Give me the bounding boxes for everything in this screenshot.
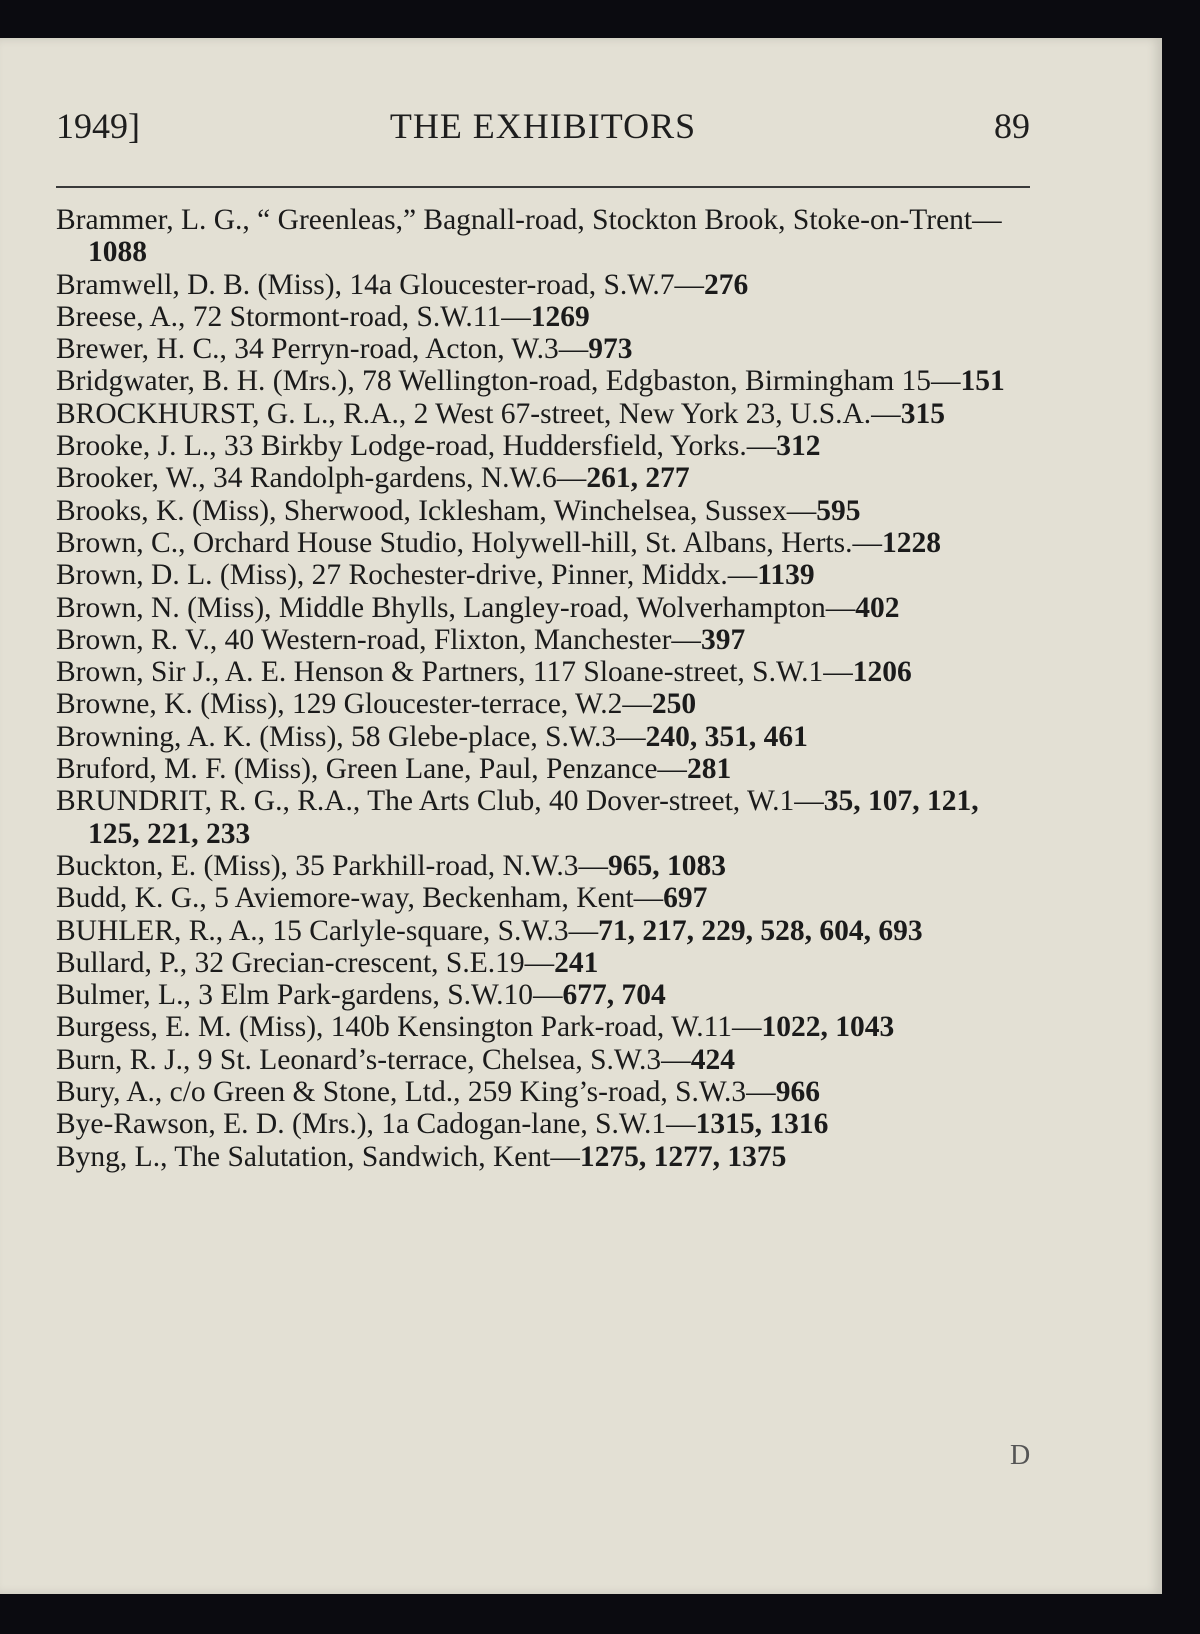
entry-exhibit-numbers: 424 (690, 1043, 735, 1076)
list-item (56, 721, 1034, 753)
entry-address: Brammer, L. G., “ Greenleas,” Bagnall-road, Stockton Brook, Stoke-on-Trent— (56, 204, 1002, 236)
list-item (56, 592, 1034, 624)
entry-address: Burn, R. J., 9 St. Leonard’s-terrace, Chelsea, S.W.3— (56, 1043, 691, 1076)
entry-exhibit-numbers: 315 (900, 397, 945, 430)
header-year: 1949] (56, 106, 140, 146)
entry-exhibit-numbers: 1269 (530, 300, 590, 333)
entry-address: Breese, A., 72 Stormont-road, S.W.11— (56, 300, 531, 333)
list-item (56, 785, 1034, 850)
entry-address: Brown, D. L. (Miss), 27 Rochester-drive, Pinner, Middx.— (56, 559, 758, 592)
entry-exhibit-numbers: 973 (588, 333, 633, 366)
entry-exhibit-numbers: 312 (776, 430, 821, 463)
running-header (56, 96, 1030, 156)
entry-address: Burgess, E. M. (Miss), 140b Kensington Park-road, W.11— (56, 1011, 762, 1044)
entry-address: Bruford, M. F. (Miss), Green Lane, Paul, Penzance— (56, 753, 687, 786)
list-item (56, 915, 1034, 947)
entry-address: Bramwell, D. B. (Miss), 14a Gloucester-road, S.W.7— (56, 268, 705, 301)
entry-exhibit-numbers: 1315, 1316 (695, 1108, 829, 1141)
list-item (56, 688, 1034, 720)
entry-exhibit-numbers: 1228 (881, 526, 941, 559)
list-item (56, 559, 1034, 591)
entry-address: Bury, A., c/o Green & Stone, Ltd., 259 King’s-road, S.W.3— (56, 1076, 776, 1109)
header-title: THE EXHIBITORS (389, 106, 697, 146)
entry-exhibit-numbers: 151 (960, 365, 1005, 398)
list-item (56, 204, 1034, 269)
list-item (56, 430, 1034, 462)
entry-address: Byng, L., The Salutation, Sandwich, Kent— (56, 1140, 580, 1173)
list-item (56, 656, 1034, 688)
entry-address: Budd, K. G., 5 Aviemore-way, Beckenham, Kent— (56, 882, 664, 915)
entry-address: Brown, Sir J., A. E. Henson & Partners, 117 Sloane-street, S.W.1— (56, 656, 853, 689)
entry-address: BROCKHURST, G. L., R.A., 2 West 67-street, New York 23, U.S.A.— (56, 397, 901, 430)
entry-address: Browning, A. K. (Miss), 58 Glebe-place, S.W.3— (56, 720, 646, 753)
entry-exhibit-numbers: 240, 351, 461 (645, 720, 808, 753)
list-item (56, 269, 1034, 301)
list-item (56, 333, 1034, 365)
entry-exhibit-numbers: 402 (855, 591, 900, 624)
entry-exhibit-numbers: 1275, 1277, 1375 (579, 1140, 787, 1173)
list-item (56, 753, 1034, 785)
list-item (56, 527, 1034, 559)
list-item (56, 495, 1034, 527)
list-item (56, 1108, 1034, 1140)
list-item (56, 1076, 1034, 1108)
entry-exhibit-numbers: 71, 217, 229, 528, 604, 693 (598, 914, 923, 947)
entry-address: Browne, K. (Miss), 129 Gloucester-terrace, W.2— (56, 688, 652, 721)
entry-address: Brown, C., Orchard House Studio, Holywell-hill, St. Albans, Herts.— (56, 526, 882, 559)
list-item (56, 301, 1034, 333)
entry-address: Brooke, J. L., 33 Birkby Lodge-road, Huddersfield, Yorks.— (56, 430, 777, 463)
list-item (56, 882, 1034, 914)
entry-exhibit-numbers: 697 (663, 882, 708, 915)
list-item (56, 462, 1034, 494)
list-item (56, 1011, 1034, 1043)
entry-address: Buckton, E. (Miss), 35 Parkhill-road, N.W.3— (56, 849, 608, 882)
entry-address: BRUNDRIT, R. G., R.A., The Arts Club, 40 Dover-street, W.1— (56, 785, 824, 818)
entry-exhibit-numbers: 965, 1083 (608, 849, 726, 882)
entry-exhibit-numbers: 276 (704, 268, 749, 301)
list-item (56, 850, 1034, 882)
entry-exhibit-numbers: 1022, 1043 (761, 1011, 895, 1044)
list-item (56, 947, 1034, 979)
entry-exhibit-numbers: 1206 (852, 656, 912, 689)
list-item (56, 979, 1034, 1011)
entry-address: Brown, N. (Miss), Middle Bhylls, Langley-road, Wolverhampton— (56, 591, 856, 624)
entry-address: Brewer, H. C., 34 Perryn-road, Acton, W.3— (56, 333, 589, 366)
entry-address: Bye-Rawson, E. D. (Mrs.), 1a Cadogan-lane, S.W.1— (56, 1108, 696, 1141)
entry-exhibit-numbers: 241 (554, 946, 599, 979)
list-item (56, 1044, 1034, 1076)
entry-address: Bridgwater, B. H. (Mrs.), 78 Wellington-road, Edgbaston, Birmingham 15— (56, 365, 961, 398)
entry-address: Brown, R. V., 40 Western-road, Flixton, Manchester— (56, 623, 701, 656)
entry-exhibit-numbers: 966 (775, 1076, 820, 1109)
entry-exhibit-numbers: 397 (700, 623, 746, 656)
entry-address: Bulmer, L., 3 Elm Park-gardens, S.W.10— (56, 979, 563, 1012)
entry-exhibit-numbers: 35, 107, 121, 125, 221, 233 (88, 785, 979, 850)
list-item (56, 365, 1034, 397)
list-item (56, 398, 1034, 430)
entry-exhibit-numbers: 250 (651, 688, 697, 721)
header-rule (56, 186, 1030, 188)
exhibitor-list (56, 204, 1034, 1173)
entry-address: Brooker, W., 34 Randolph-gardens, N.W.6— (56, 462, 587, 495)
page-number: 89 (994, 106, 1030, 146)
entry-exhibit-numbers: 595 (816, 494, 861, 527)
entry-exhibit-numbers: 281 (686, 753, 732, 786)
list-item (56, 1141, 1034, 1173)
signature-mark: D (1010, 1440, 1031, 1471)
entry-exhibit-numbers: 1139 (757, 559, 815, 592)
entry-address: Bullard, P., 32 Grecian-crescent, S.E.19— (56, 946, 555, 979)
entry-exhibit-numbers: 261, 277 (586, 462, 690, 495)
entry-exhibit-numbers: 1088 (88, 236, 147, 269)
entry-exhibit-numbers: 677, 704 (562, 979, 666, 1012)
entry-address: BUHLER, R., A., 15 Carlyle-square, S.W.3— (56, 914, 599, 947)
list-item (56, 624, 1034, 656)
entry-address: Brooks, K. (Miss), Sherwood, Icklesham, Winchelsea, Sussex— (56, 494, 817, 527)
